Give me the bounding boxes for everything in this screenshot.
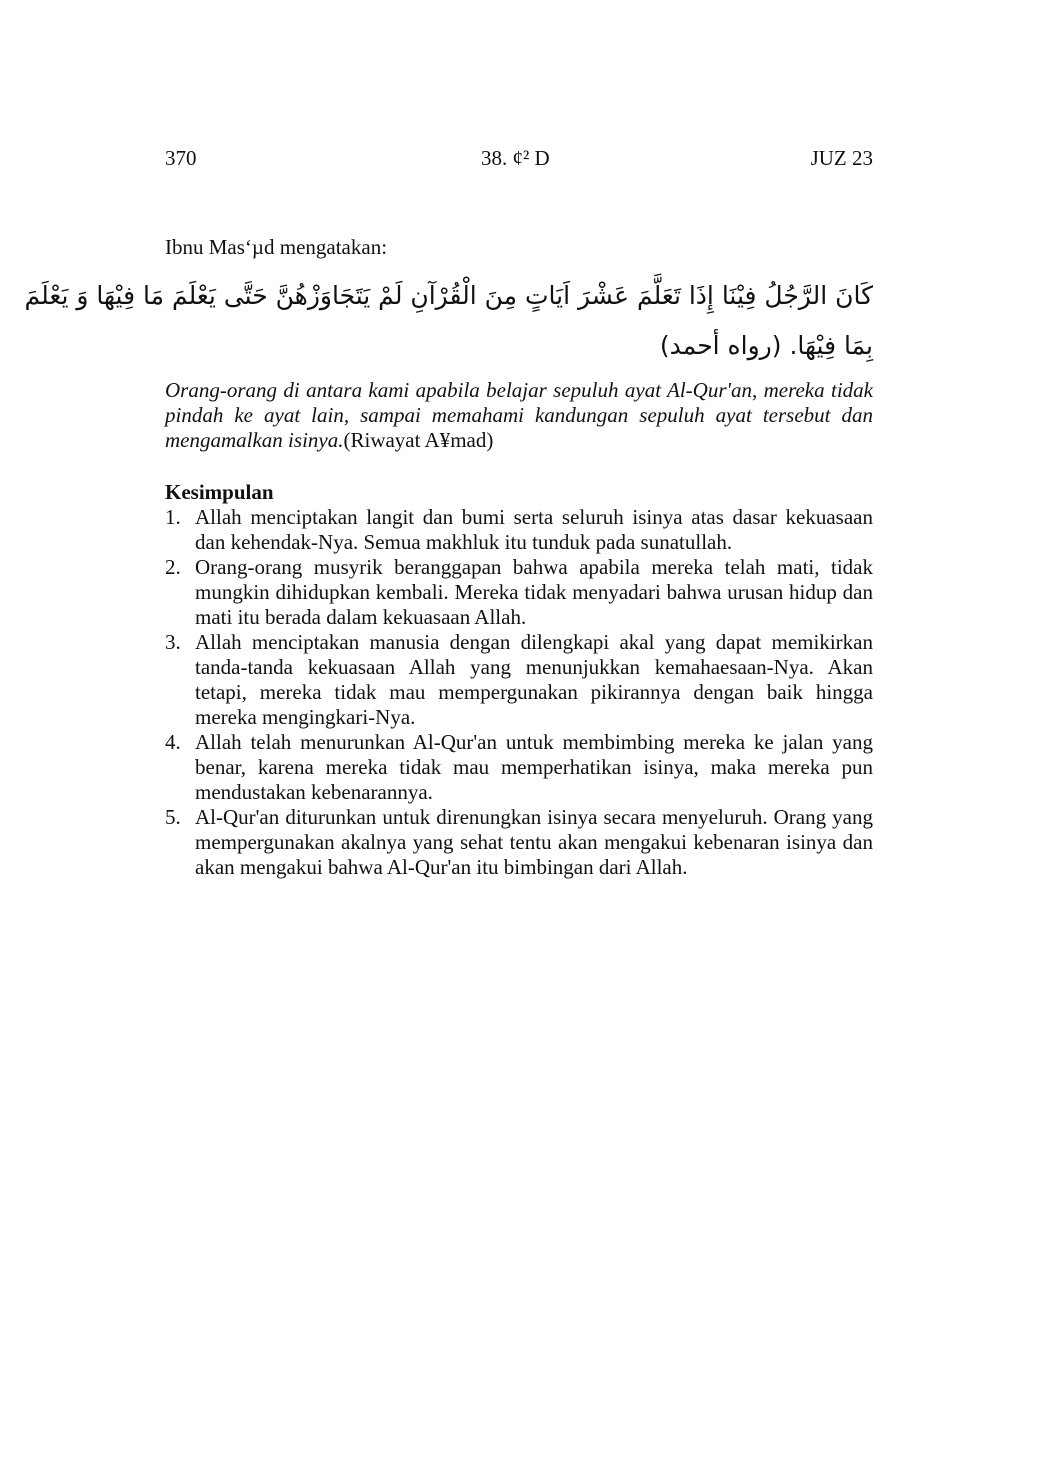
hadith-intro: Ibnu Mas‘µd mengatakan: [165, 235, 388, 259]
list-item-number: 3. [165, 630, 181, 654]
juz-label: JUZ 23 [810, 146, 873, 170]
list-item [165, 555, 873, 630]
list-item [165, 805, 873, 880]
list-item [165, 730, 873, 805]
page-number: 370 [165, 146, 197, 170]
list-item-text: Al-Qur'an diturunkan untuk direnungkan isinya secara menyeluruh. Orang yang mempergunakan akalnya yang sehat tentu akan mengakui kebenaran isinya dan akan mengakui bahwa Al-Qur'an itu bimbingan dari Allah. [195, 805, 873, 879]
conclusion-list [165, 505, 873, 880]
arabic-text-line-2: بِمَا فِيْهَا. (رواه أحمد) [659, 331, 873, 360]
conclusion-heading: Kesimpulan [165, 480, 274, 504]
list-item [165, 630, 873, 730]
list-item-text: Allah menciptakan manusia dengan dilengkapi akal yang dapat memikirkan tanda-tanda kekuasaan Allah yang menunjukkan kemahaesaan-Nya. Akan tetapi, mereka tidak mau mempergunakan pikirannya dengan baik hingga mereka mengingkari-Nya. [195, 630, 873, 729]
list-item-text: Allah telah menurunkan Al-Qur'an untuk membimbing mereka ke jalan yang benar, karena mereka tidak mau memperhatikan isinya, maka mereka pun mendustakan kebenarannya. [195, 730, 873, 804]
arabic-text-line-1: كَانَ الرَّجُلُ فِيْنَا إِذَا تَعَلَّمَ عَشْرَ اَيَاتٍ مِنَ الْقُرْآنِ لَمْ يَتَجَاوَزْهُنَّ حَتَّى يَعْلَمَ مَا فِيْهَا وَ يَعْلَمَ [24, 281, 873, 310]
list-item-number: 5. [165, 805, 181, 829]
list-item [165, 505, 873, 555]
translation-text: Orang-orang di antara kami apabila belajar sepuluh ayat Al-Qur'an, mereka tidak pindah ke ayat lain, sampai memahami kandungan sepuluh ayat tersebut dan mengamalkan isinya. [165, 378, 873, 452]
hadith-translation [165, 378, 873, 453]
list-item-number: 1. [165, 505, 181, 529]
surah-title: 38. ¢² D [481, 146, 550, 170]
list-item-number: 4. [165, 730, 181, 754]
list-item-text: Orang-orang musyrik beranggapan bahwa apabila mereka telah mati, tidak mungkin dihidupkan kembali. Mereka tidak menyadari bahwa urusan hidup dan mati itu berada dalam kekuasaan Allah. [195, 555, 873, 629]
translation-source: (Riwayat A¥mad) [343, 428, 494, 452]
running-header [165, 146, 873, 172]
list-item-text: Allah menciptakan langit dan bumi serta seluruh isinya atas dasar kekuasaan dan kehendak-Nya. Semua makhluk itu tunduk pada sunatullah. [195, 505, 873, 554]
list-item-number: 2. [165, 555, 181, 579]
